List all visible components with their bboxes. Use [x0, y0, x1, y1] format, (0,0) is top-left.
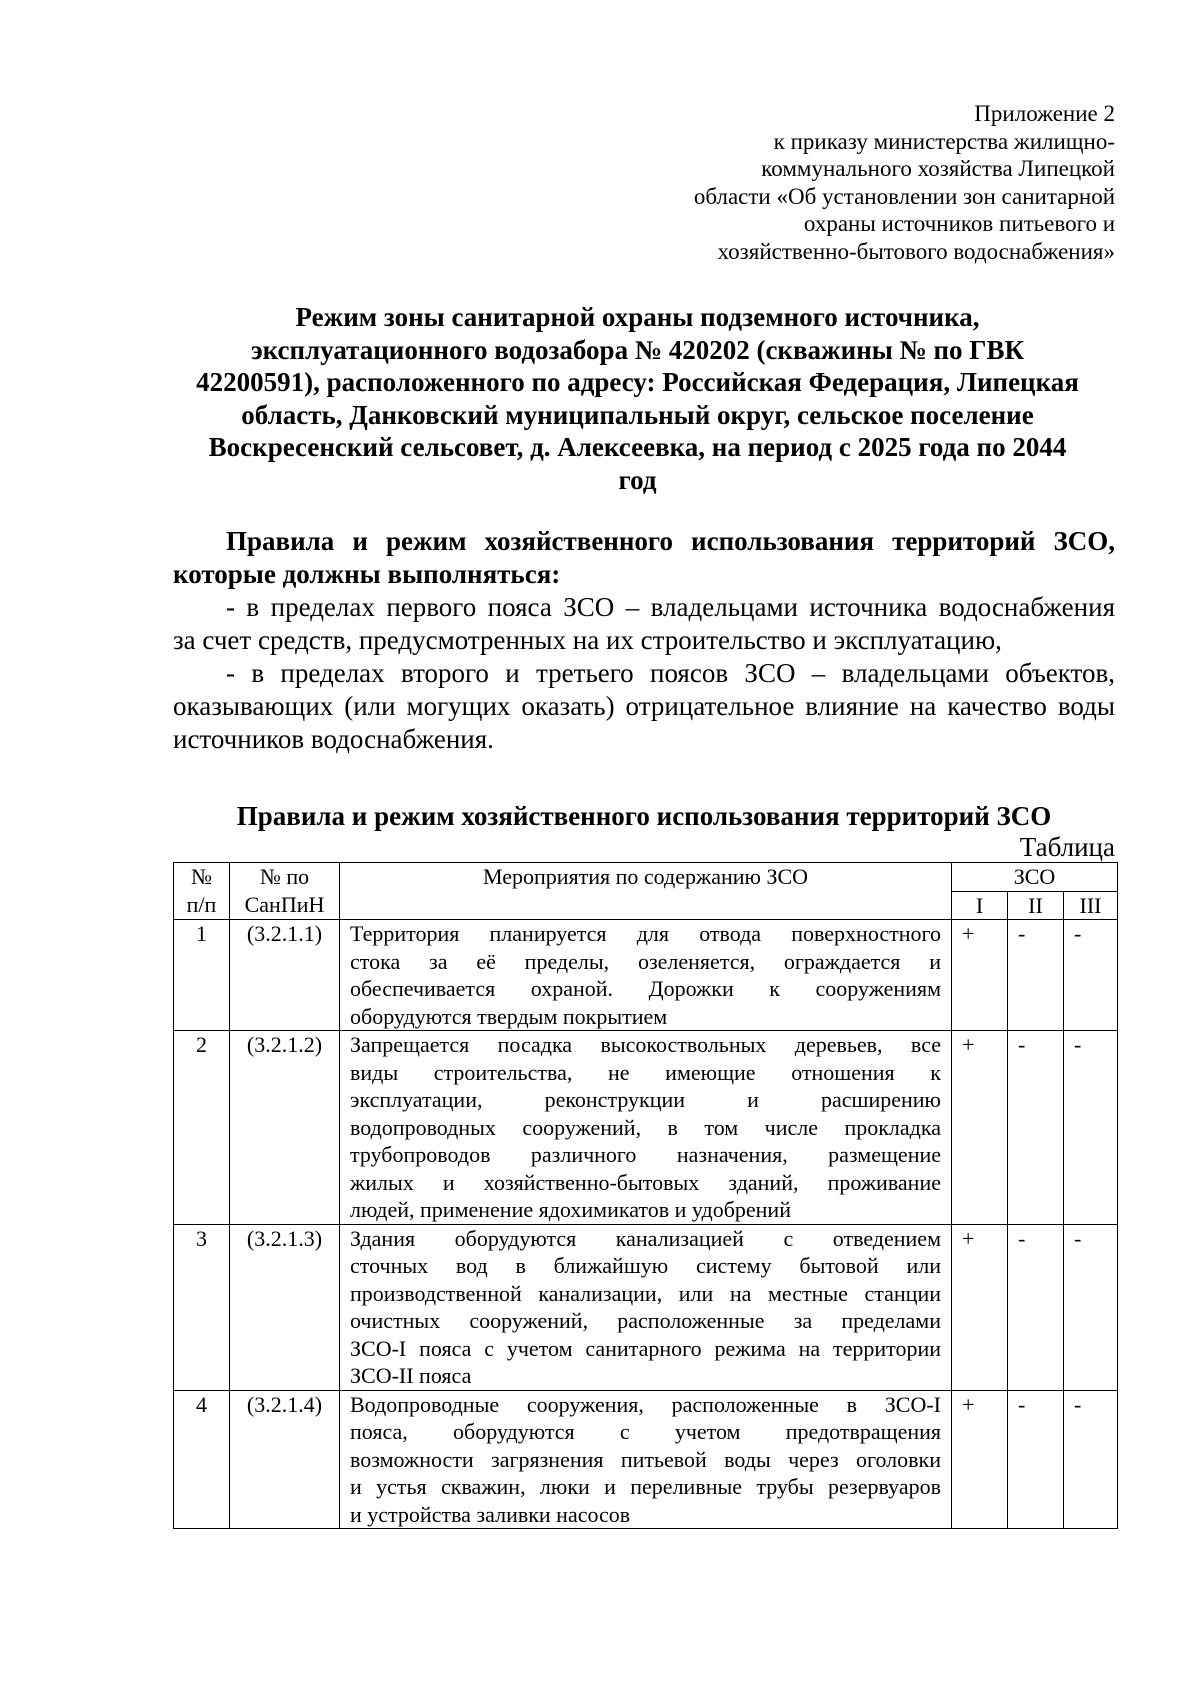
header-num-line: №: [191, 864, 212, 889]
title-line: год: [618, 464, 657, 495]
row-description-line: ЗСО-II пояса: [350, 1363, 472, 1388]
row-zone-3: -: [1064, 920, 1118, 1031]
row-code: (3.2.1.1): [230, 920, 340, 1031]
document-title: [160, 301, 1115, 497]
table-row: [174, 1390, 1118, 1529]
header-zone-2: II: [1008, 891, 1064, 920]
row-code: (3.2.1.4): [230, 1390, 340, 1529]
row-num: 3: [174, 1224, 230, 1390]
row-description-line: Здания оборудуются канализацией с отведением: [350, 1225, 941, 1251]
table-header-row: [174, 863, 1118, 892]
appendix-line: Приложение 2: [974, 101, 1115, 126]
header-code-line: № по: [259, 864, 310, 889]
row-description-line: стока за её пределы, озеленяется, ограждается и: [350, 948, 941, 974]
row-description-line: виды строительства, не имеющие отношения к: [350, 1059, 941, 1085]
row-description-line: оборудуются твердым покрытием: [350, 1003, 668, 1029]
row-description-line: и устья скважин, люки и переливные трубы резервуаров: [350, 1474, 941, 1499]
row-zone-3: -: [1064, 1031, 1118, 1225]
row-zone-2: -: [1008, 920, 1064, 1031]
table-caption: Таблица: [1019, 832, 1115, 862]
row-description-line: Запрещается посадка высокоствольных деревьев, все: [350, 1032, 941, 1057]
header-zone-3: III: [1064, 891, 1118, 920]
row-description-line: обеспечивается охраной. Дорожки к сооружениям: [350, 976, 941, 1001]
intro-heading-line: которые должны выполняться:: [173, 559, 561, 589]
row-description-line: Территория планируется для отвода поверхностного: [350, 921, 941, 946]
appendix-line: хозяйственно-бытового водоснабжения»: [717, 238, 1115, 264]
row-code: (3.2.1.3): [230, 1224, 340, 1390]
intro-heading-line: Правила и режим хозяйственного использования территорий ЗСО,: [226, 526, 1115, 556]
row-description-line: трубопроводов различного назначения, размещение: [350, 1142, 941, 1167]
table-row: [174, 1031, 1118, 1225]
appendix-line: области «Об установлении зон санитарной: [693, 183, 1115, 209]
title-line: Воскресенский сельсовет, д. Алексеевка, на период с 2025 года по 2044: [208, 432, 1067, 463]
row-description-line: производственной канализации, или на местные станции: [350, 1280, 941, 1306]
zso-rules-table: [173, 862, 1118, 1529]
row-zone-1: +: [952, 1031, 1008, 1225]
row-description-line: сточных вод в ближайшую систему бытовой или: [350, 1253, 941, 1278]
header-code: [230, 863, 340, 920]
header-num-line: п/п: [186, 891, 217, 917]
title-line: область, Данковский муниципальный округ, сельское поселение: [241, 399, 1034, 430]
title-line: Режим зоны санитарной охраны подземного источника,: [295, 302, 980, 332]
intro-item-line: - в пределах второго и третьего поясов ЗСО – владельцами объектов,: [226, 658, 1115, 688]
row-zone-3: -: [1064, 1224, 1118, 1390]
intro-item-line: источников водоснабжения.: [173, 724, 494, 754]
header-code-line: СанПиН: [244, 891, 325, 917]
row-description-line: возможности загрязнения питьевой воды через оголовки: [350, 1446, 941, 1472]
appendix-line: охраны источников питьевого и: [803, 211, 1115, 236]
row-zone-1: +: [952, 1390, 1008, 1529]
row-num: 2: [174, 1031, 230, 1225]
row-description-line: ЗСО-I пояса с учетом санитарного режима на территории: [350, 1335, 941, 1361]
row-zone-1: +: [952, 920, 1008, 1031]
row-zone-2: -: [1008, 1224, 1064, 1390]
row-description: [340, 1224, 952, 1390]
table-row: [174, 920, 1118, 1031]
row-description-line: Водопроводные сооружения, расположенные в ЗСО-I: [350, 1391, 941, 1417]
row-description-line: людей, применение ядохимикатов и удобрений: [350, 1197, 791, 1222]
row-description-line: пояса, оборудуются с учетом предотвращения: [350, 1419, 941, 1444]
header-zone-1: I: [952, 891, 1008, 920]
intro-heading: [173, 525, 1115, 591]
intro-item-first-belt: [173, 591, 1115, 657]
row-description: [340, 1390, 952, 1529]
intro-item-line: оказывающих (или могущих оказать) отрицательное влияние на качество воды: [173, 691, 1115, 721]
row-description-line: водопроводных сооружений, в том числе прокладка: [350, 1114, 941, 1140]
intro-section: [173, 525, 1115, 756]
row-num: 4: [174, 1390, 230, 1529]
appendix-line: к приказу министерства жилищно-: [773, 128, 1115, 154]
row-description: [340, 1031, 952, 1225]
table-row: [174, 1224, 1118, 1390]
row-description-line: жилых и хозяйственно-бытовых зданий, проживание: [350, 1169, 941, 1195]
row-zone-3: -: [1064, 1390, 1118, 1529]
row-description: [340, 920, 952, 1031]
header-num: [174, 863, 230, 920]
row-num: 1: [174, 920, 230, 1031]
row-description-line: и устройства заливки насосов: [350, 1501, 631, 1527]
appendix-note: [555, 100, 1115, 265]
row-description-line: очистных сооружений, расположенные за пределами: [350, 1308, 941, 1333]
intro-item-second-third-belt: [173, 657, 1115, 756]
row-zone-1: +: [952, 1224, 1008, 1390]
table-title: Правила и режим хозяйственного использования территорий ЗСО: [236, 801, 1052, 831]
title-line: 42200591), расположенного по адресу: Российская Федерация, Липецкая: [196, 367, 1079, 398]
row-description-line: эксплуатации, реконструкции и расширению: [350, 1087, 941, 1112]
title-line: эксплуатационного водозабора № 420202 (скважины № по ГВК: [250, 334, 1025, 365]
row-zone-2: -: [1008, 1390, 1064, 1529]
header-measures: Мероприятия по содержанию ЗСО: [340, 863, 952, 920]
header-zso: ЗСО: [952, 863, 1118, 892]
row-zone-2: -: [1008, 1031, 1064, 1225]
row-code: (3.2.1.2): [230, 1031, 340, 1225]
intro-item-line: - в пределах первого пояса ЗСО – владельцами источника водоснабжения: [226, 592, 1115, 622]
intro-item-line: за счет средств, предусмотренных на их строительство и эксплуатацию,: [173, 625, 1002, 655]
appendix-line: коммунального хозяйства Липецкой: [761, 156, 1115, 181]
